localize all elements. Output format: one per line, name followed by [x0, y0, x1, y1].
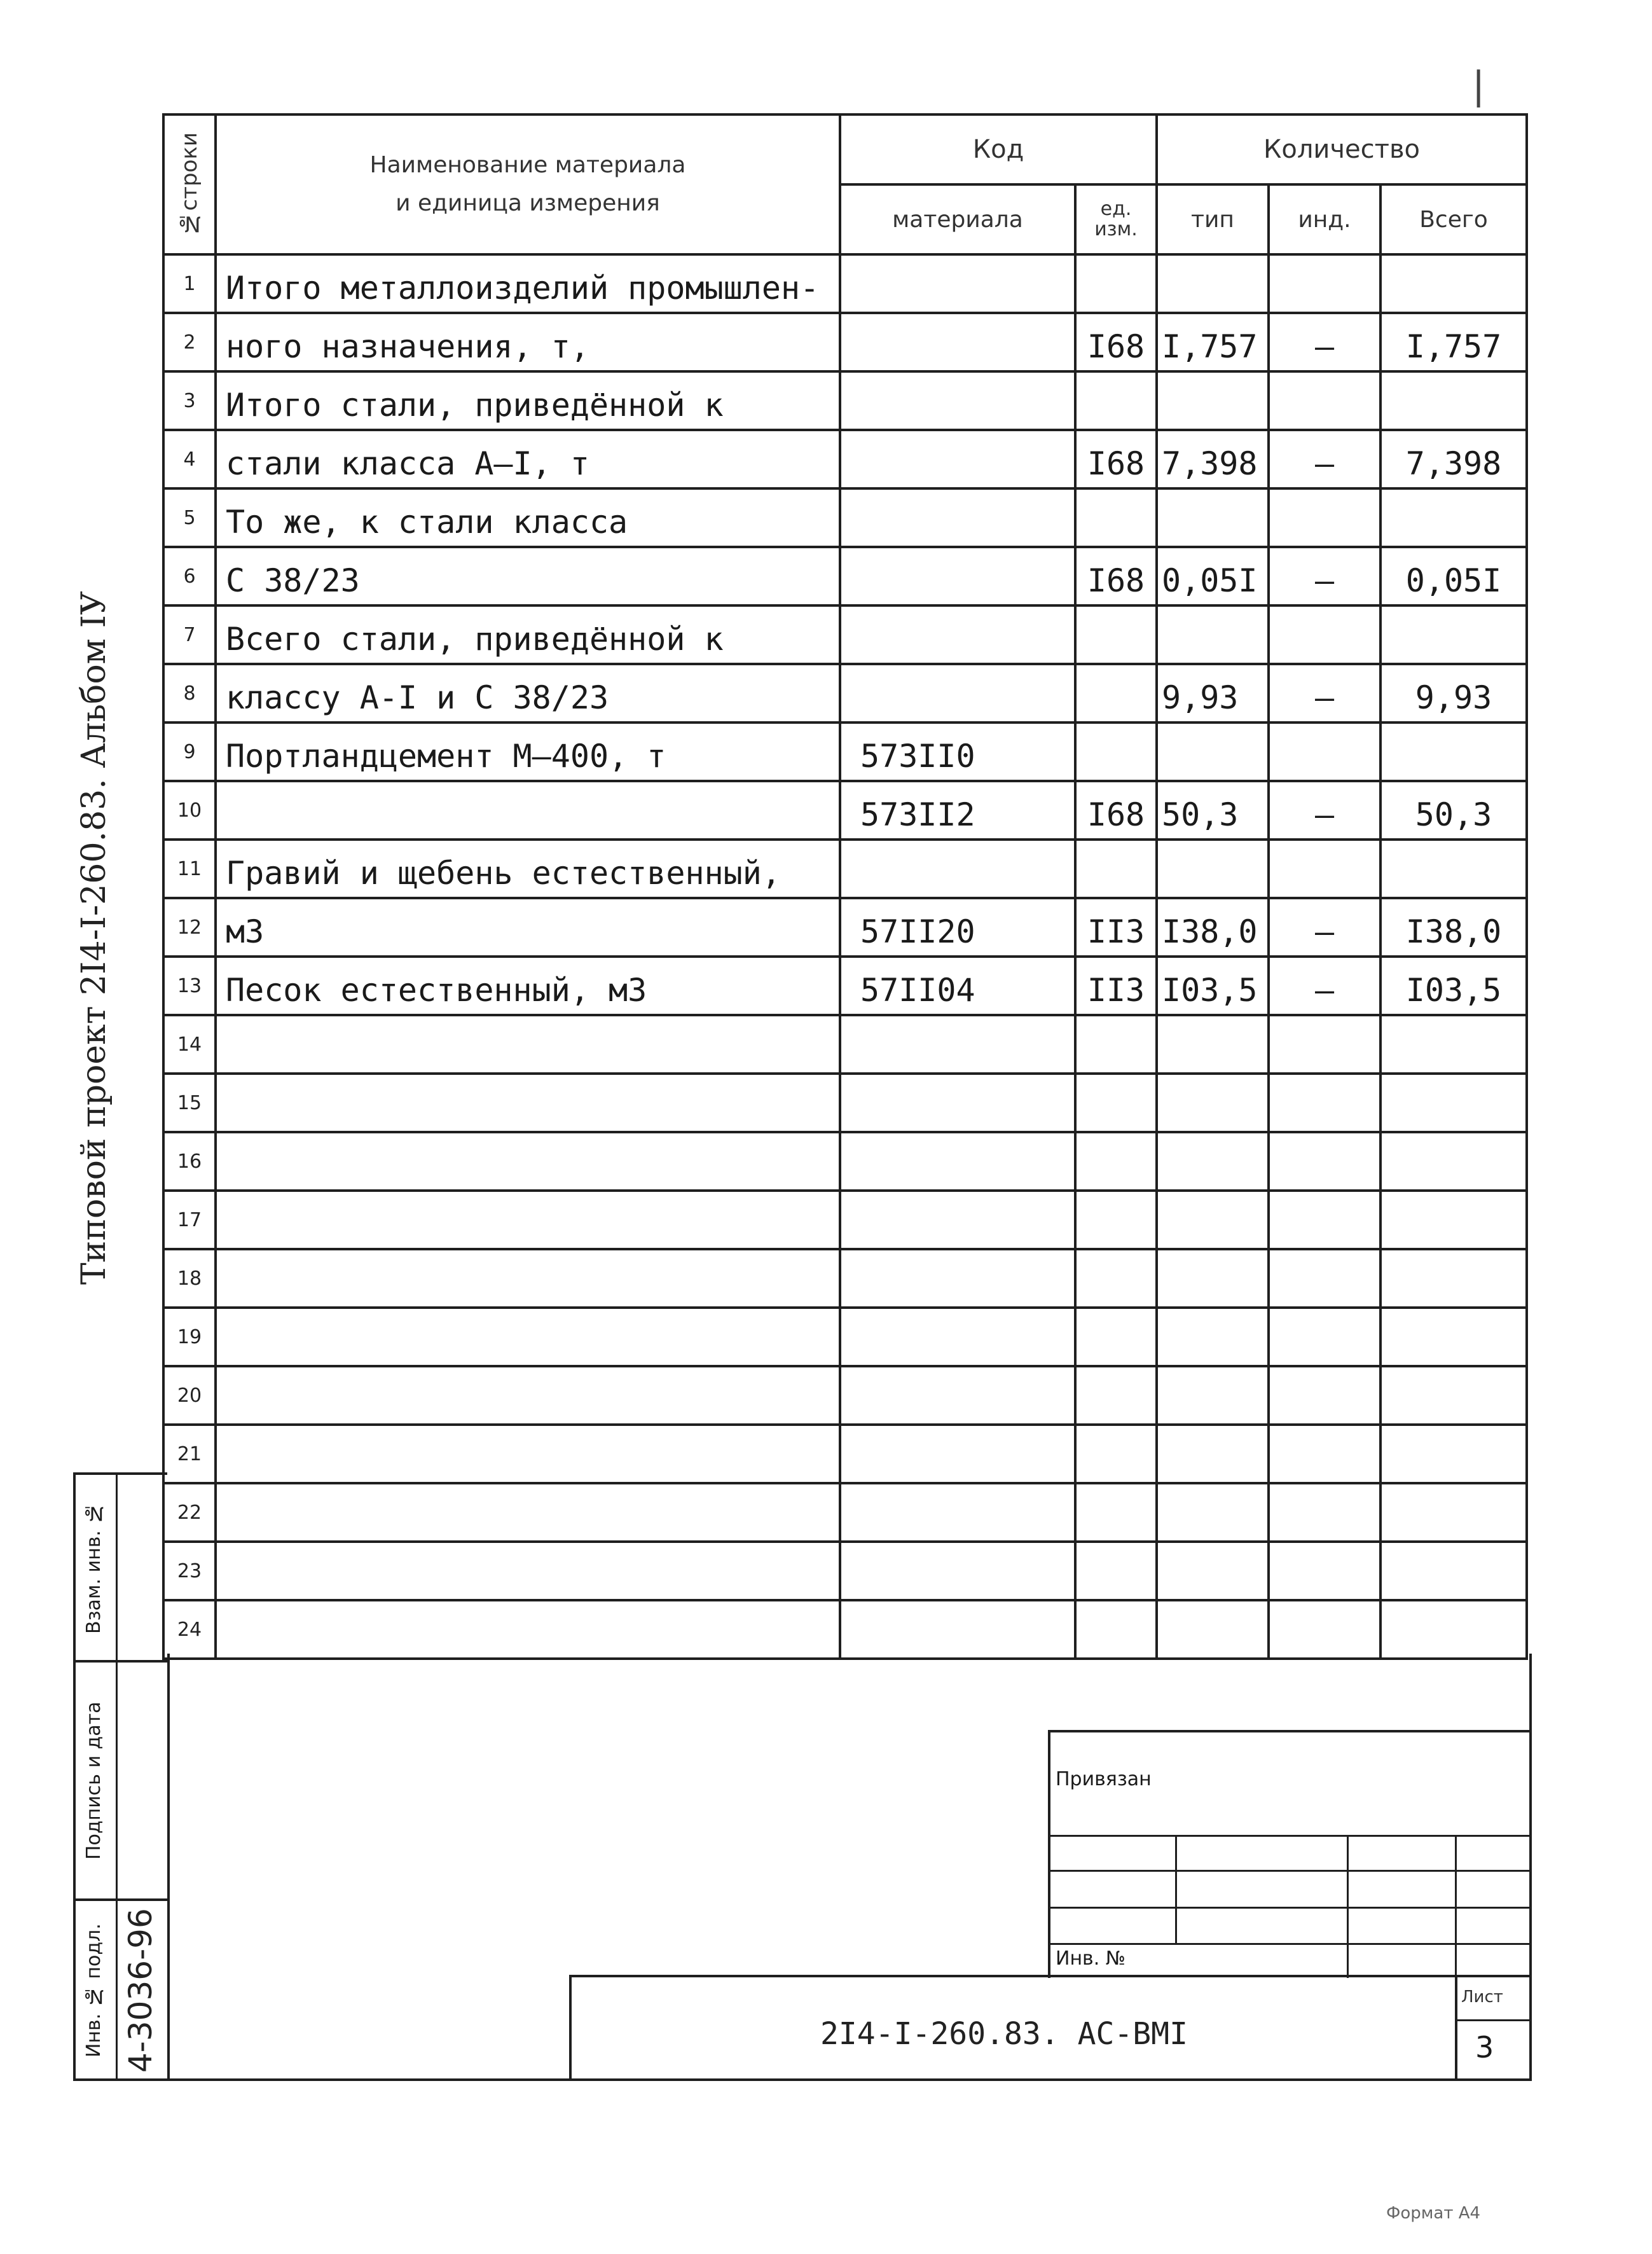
row-qty-type: 9,93	[1157, 664, 1269, 723]
row-qty-total	[1380, 723, 1527, 781]
row-qty-type	[1157, 1366, 1269, 1425]
row-qty-total: I38,0	[1380, 898, 1527, 957]
row-code	[840, 488, 1075, 547]
table-row	[163, 1425, 1527, 1483]
row-qty-type	[1157, 1425, 1269, 1483]
row-number: 2	[163, 313, 216, 371]
row-number: 14	[163, 1015, 216, 1074]
row-qty-ind	[1269, 1132, 1380, 1191]
row-qty-type	[1157, 1249, 1269, 1308]
row-code: 57II20	[840, 898, 1075, 957]
row-qty-ind: –	[1269, 430, 1380, 488]
row-number: 15	[163, 1074, 216, 1132]
row-unit: II3	[1075, 898, 1157, 957]
row-name: Гравий и щебень естественный,	[216, 840, 840, 898]
row-qty-ind: –	[1269, 547, 1380, 605]
row-code	[840, 1191, 1075, 1249]
row-name	[216, 1425, 840, 1483]
table-row	[163, 1308, 1527, 1366]
table-row	[163, 723, 1527, 781]
row-qty-total	[1380, 1542, 1527, 1600]
table-row	[163, 254, 1527, 313]
table-row	[163, 1074, 1527, 1132]
row-number: 21	[163, 1425, 216, 1483]
row-number: 6	[163, 547, 216, 605]
header-quantity-group: Количество	[1157, 114, 1527, 184]
page-corner-mark: |	[1472, 64, 1485, 108]
row-unit	[1075, 1308, 1157, 1366]
stamp-sign-date: Подпись и дата	[83, 1701, 105, 1860]
header-code-unit: ед. изм.	[1075, 184, 1157, 254]
row-name: Песок естественный, м3	[216, 957, 840, 1015]
row-qty-ind	[1269, 1483, 1380, 1542]
row-qty-type: 50,3	[1157, 781, 1269, 840]
row-qty-type: I03,5	[1157, 957, 1269, 1015]
row-qty-type	[1157, 254, 1269, 313]
row-name	[216, 1366, 840, 1425]
sheet-label: Лист	[1461, 1988, 1503, 2007]
table-row	[163, 957, 1527, 1015]
row-qty-type	[1157, 1191, 1269, 1249]
row-qty-ind	[1269, 371, 1380, 430]
row-name	[216, 1249, 840, 1308]
row-unit	[1075, 723, 1157, 781]
row-qty-total	[1380, 488, 1527, 547]
row-unit	[1075, 1074, 1157, 1132]
table-row	[163, 605, 1527, 664]
row-qty-total	[1380, 1600, 1527, 1659]
row-unit	[1075, 1015, 1157, 1074]
row-unit: I68	[1075, 430, 1157, 488]
row-name: Портландцемент М–400, т	[216, 723, 840, 781]
header-qty-total: Всего	[1380, 184, 1527, 254]
row-unit	[1075, 1132, 1157, 1191]
row-code	[840, 371, 1075, 430]
row-unit: I68	[1075, 547, 1157, 605]
row-qty-type: 0,05I	[1157, 547, 1269, 605]
row-qty-ind: –	[1269, 957, 1380, 1015]
row-name: То же, к стали класса	[216, 488, 840, 547]
row-code	[840, 313, 1075, 371]
row-qty-total	[1380, 371, 1527, 430]
row-number: 19	[163, 1308, 216, 1366]
row-qty-total: I03,5	[1380, 957, 1527, 1015]
table-row	[163, 371, 1527, 430]
table-row	[163, 1542, 1527, 1600]
row-number: 12	[163, 898, 216, 957]
row-qty-total: 50,3	[1380, 781, 1527, 840]
row-code	[840, 1542, 1075, 1600]
table-row	[163, 1015, 1527, 1074]
row-qty-total: 7,398	[1380, 430, 1527, 488]
doc-code: 2I4-I-260.83. АС-ВМI	[820, 2016, 1188, 2052]
row-qty-type	[1157, 1308, 1269, 1366]
row-qty-total	[1380, 840, 1527, 898]
row-name	[216, 1600, 840, 1659]
row-name: Всего стали, приведённой к	[216, 605, 840, 664]
row-number: 10	[163, 781, 216, 840]
table-row	[163, 840, 1527, 898]
row-qty-ind	[1269, 1366, 1380, 1425]
row-qty-ind	[1269, 488, 1380, 547]
row-qty-ind	[1269, 840, 1380, 898]
row-name: классу А-I и С 38/23	[216, 664, 840, 723]
row-unit	[1075, 1249, 1157, 1308]
row-name: м3	[216, 898, 840, 957]
row-qty-total: 9,93	[1380, 664, 1527, 723]
side-title: Типовой проект 2I4-I-260.83. Альбом IУ	[75, 591, 113, 1285]
row-unit	[1075, 605, 1157, 664]
row-qty-total	[1380, 1366, 1527, 1425]
row-name	[216, 1074, 840, 1132]
row-qty-total	[1380, 1074, 1527, 1132]
row-qty-total: I,757	[1380, 313, 1527, 371]
stamp-vzam-inv: Взам. инв. №	[83, 1502, 105, 1634]
table-row	[163, 781, 1527, 840]
row-code	[840, 664, 1075, 723]
header-code-material: материала	[840, 184, 1075, 254]
row-name	[216, 1132, 840, 1191]
row-code	[840, 1074, 1075, 1132]
row-name	[216, 1542, 840, 1600]
row-unit	[1075, 1542, 1157, 1600]
row-qty-ind: –	[1269, 313, 1380, 371]
row-qty-total	[1380, 1015, 1527, 1074]
row-code	[840, 1483, 1075, 1542]
row-name: С 38/23	[216, 547, 840, 605]
stamp-inv-podl: Инв. № подл.	[83, 1923, 105, 2058]
row-number: 18	[163, 1249, 216, 1308]
row-qty-type: I38,0	[1157, 898, 1269, 957]
row-qty-total: 0,05I	[1380, 547, 1527, 605]
row-number: 24	[163, 1600, 216, 1659]
row-number: 17	[163, 1191, 216, 1249]
row-qty-type	[1157, 1483, 1269, 1542]
row-code	[840, 1425, 1075, 1483]
row-qty-ind	[1269, 1015, 1380, 1074]
row-code: 573II2	[840, 781, 1075, 840]
row-qty-type	[1157, 840, 1269, 898]
row-name	[216, 781, 840, 840]
row-qty-ind	[1269, 1425, 1380, 1483]
title-privyazan: Привязан	[1056, 1768, 1152, 1790]
row-name	[216, 1308, 840, 1366]
table-row	[163, 430, 1527, 488]
row-unit	[1075, 664, 1157, 723]
row-number: 1	[163, 254, 216, 313]
row-name: Итого стали, приведённой к	[216, 371, 840, 430]
row-qty-total	[1380, 1425, 1527, 1483]
row-number: 9	[163, 723, 216, 781]
header-qty-ind: инд.	[1269, 184, 1380, 254]
row-qty-total	[1380, 1249, 1527, 1308]
row-qty-type	[1157, 488, 1269, 547]
row-number: 23	[163, 1542, 216, 1600]
row-number: 5	[163, 488, 216, 547]
row-qty-total	[1380, 1132, 1527, 1191]
row-qty-type	[1157, 1015, 1269, 1074]
row-qty-ind	[1269, 1191, 1380, 1249]
row-unit	[1075, 1483, 1157, 1542]
row-qty-type	[1157, 723, 1269, 781]
row-qty-ind	[1269, 1308, 1380, 1366]
row-unit	[1075, 1600, 1157, 1659]
row-number: 4	[163, 430, 216, 488]
table-row	[163, 1191, 1527, 1249]
row-qty-type	[1157, 1542, 1269, 1600]
sheet-number: 3	[1475, 2030, 1494, 2064]
table-row	[163, 664, 1527, 723]
row-qty-type	[1157, 371, 1269, 430]
table-row	[163, 898, 1527, 957]
row-qty-ind	[1269, 1074, 1380, 1132]
row-code: 57II04	[840, 957, 1075, 1015]
table-row	[163, 547, 1527, 605]
row-qty-type	[1157, 605, 1269, 664]
row-qty-type	[1157, 1600, 1269, 1659]
row-number: 16	[163, 1132, 216, 1191]
row-code	[840, 430, 1075, 488]
row-number: 11	[163, 840, 216, 898]
header-material-name: Наименование материала и единица измерения	[216, 114, 840, 254]
row-code	[840, 254, 1075, 313]
row-code	[840, 547, 1075, 605]
row-code	[840, 1308, 1075, 1366]
table-row	[163, 1132, 1527, 1191]
row-name	[216, 1015, 840, 1074]
row-qty-type	[1157, 1132, 1269, 1191]
row-number: 7	[163, 605, 216, 664]
row-code	[840, 1600, 1075, 1659]
row-name: ного назначения, т,	[216, 313, 840, 371]
row-qty-ind	[1269, 723, 1380, 781]
header-code-group: Код	[840, 114, 1157, 184]
header-row-number: №строки	[163, 114, 216, 254]
row-qty-ind: –	[1269, 898, 1380, 957]
row-unit	[1075, 254, 1157, 313]
row-qty-total	[1380, 254, 1527, 313]
row-unit: I68	[1075, 313, 1157, 371]
row-qty-ind	[1269, 1600, 1380, 1659]
title-inv-no: Инв. №	[1056, 1947, 1126, 1970]
row-qty-total	[1380, 1191, 1527, 1249]
row-number: 22	[163, 1483, 216, 1542]
table-row	[163, 1600, 1527, 1659]
row-unit	[1075, 1366, 1157, 1425]
row-number: 13	[163, 957, 216, 1015]
row-unit	[1075, 1191, 1157, 1249]
header-qty-type: тип	[1157, 184, 1269, 254]
row-qty-type: 7,398	[1157, 430, 1269, 488]
row-code	[840, 605, 1075, 664]
row-qty-ind	[1269, 1542, 1380, 1600]
table-row	[163, 1483, 1527, 1542]
row-number: 8	[163, 664, 216, 723]
row-code	[840, 1249, 1075, 1308]
row-qty-ind	[1269, 254, 1380, 313]
table-row	[163, 1366, 1527, 1425]
row-number: 20	[163, 1366, 216, 1425]
table-row	[163, 313, 1527, 371]
row-qty-ind: –	[1269, 781, 1380, 840]
row-unit	[1075, 840, 1157, 898]
stamp-inv-podl-value: 4-3036-96	[122, 1908, 159, 2073]
row-qty-ind	[1269, 605, 1380, 664]
row-unit: II3	[1075, 957, 1157, 1015]
row-number: 3	[163, 371, 216, 430]
row-qty-total	[1380, 1483, 1527, 1542]
row-qty-ind: –	[1269, 664, 1380, 723]
row-unit: I68	[1075, 781, 1157, 840]
row-unit	[1075, 371, 1157, 430]
row-code	[840, 1132, 1075, 1191]
row-qty-total	[1380, 1308, 1527, 1366]
row-unit	[1075, 1425, 1157, 1483]
row-name	[216, 1191, 840, 1249]
table-row	[163, 1249, 1527, 1308]
materials-table	[162, 113, 1528, 1660]
row-name	[216, 1483, 840, 1542]
row-code	[840, 840, 1075, 898]
row-qty-type: I,757	[1157, 313, 1269, 371]
footer-format-note: Формат А4	[1386, 2204, 1481, 2223]
table-row	[163, 488, 1527, 547]
row-qty-total	[1380, 605, 1527, 664]
row-name: Итого металлоизделий промышлен-	[216, 254, 840, 313]
row-qty-ind	[1269, 1249, 1380, 1308]
row-qty-type	[1157, 1074, 1269, 1132]
row-code	[840, 1366, 1075, 1425]
row-name: стали класса А–I, т	[216, 430, 840, 488]
row-unit	[1075, 488, 1157, 547]
row-code: 573II0	[840, 723, 1075, 781]
row-code	[840, 1015, 1075, 1074]
